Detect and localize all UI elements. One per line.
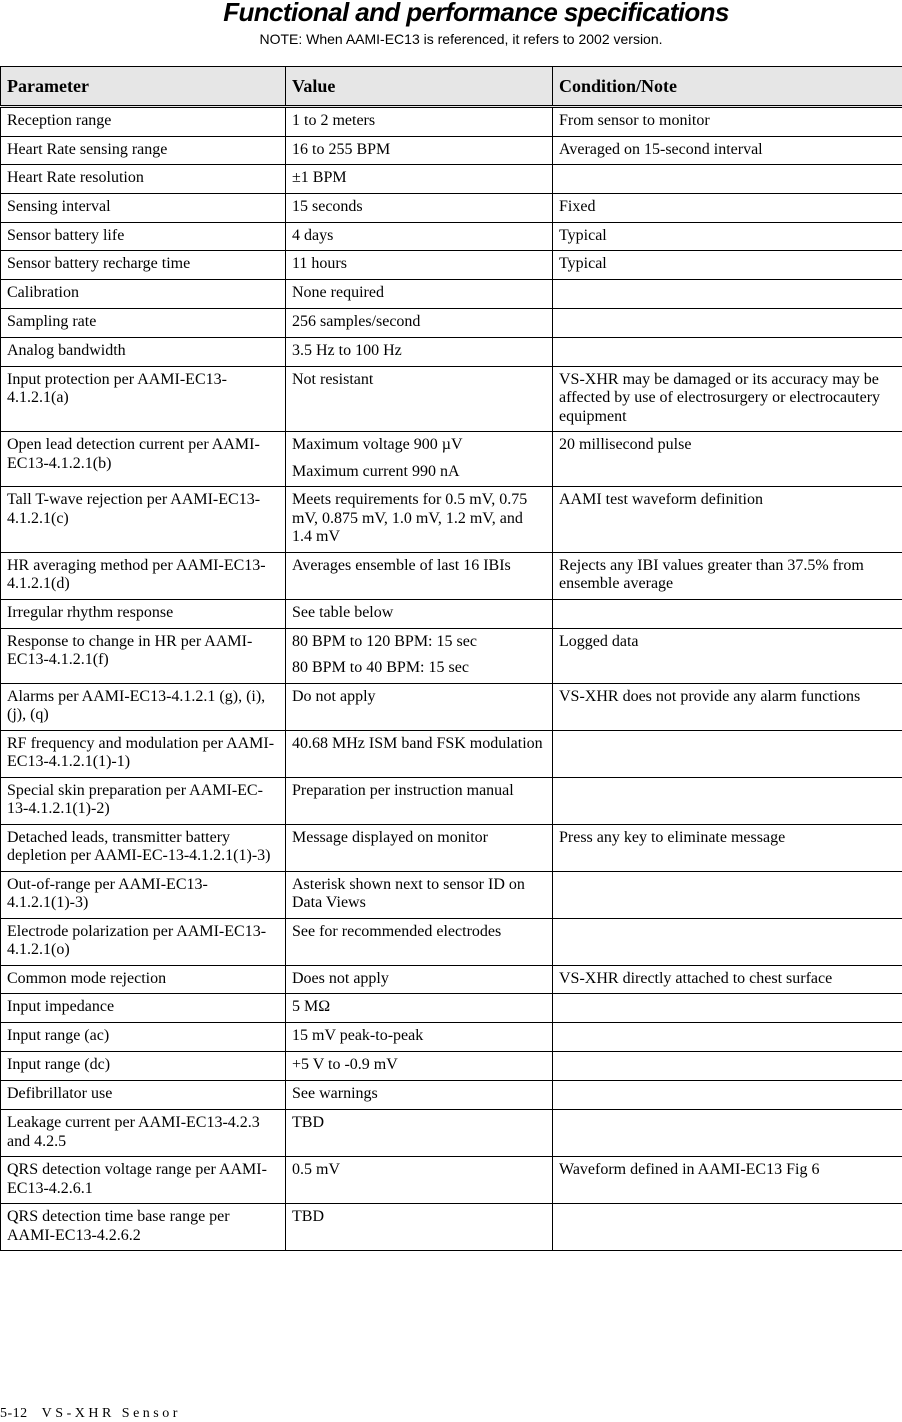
cell-condition-note: Rejects any IBI values greater than 37.5% from ensemble average bbox=[553, 552, 902, 599]
column-header-condition-note: Condition/Note bbox=[553, 67, 902, 107]
cell-condition-note: Fixed bbox=[553, 194, 902, 223]
cell-parameter: Input impedance bbox=[1, 994, 286, 1023]
table-row bbox=[1, 1081, 902, 1110]
cell-parameter: Open lead detection current per AAMI-EC13-4.1.2.1(b) bbox=[1, 432, 286, 487]
cell-parameter: Special skin preparation per AAMI-EC-13-4.1.2.1(1)-2) bbox=[1, 777, 286, 824]
cell-value-line: None required bbox=[292, 284, 384, 301]
cell-value-line: 3.5 Hz to 100 Hz bbox=[292, 342, 402, 359]
cell-value bbox=[286, 308, 553, 337]
cell-parameter: Reception range bbox=[1, 107, 286, 137]
table-row bbox=[1, 683, 902, 730]
cell-value bbox=[286, 965, 553, 994]
cell-condition-note: Averaged on 15-second interval bbox=[553, 136, 902, 165]
cell-value-line: 80 BPM to 120 BPM: 15 sec bbox=[292, 633, 477, 650]
table-row bbox=[1, 777, 902, 824]
table-row bbox=[1, 918, 902, 965]
cell-value bbox=[286, 683, 553, 730]
cell-condition-note: Typical bbox=[553, 251, 902, 280]
cell-value bbox=[286, 107, 553, 137]
cell-value-line: Does not apply bbox=[292, 970, 389, 987]
cell-value-line: Meets requirements for 0.5 mV, 0.75 mV, 0.875 mV, 1.0 mV, 1.2 mV, and 1.4 mV bbox=[292, 491, 527, 545]
cell-value-line: 15 mV peak-to-peak bbox=[292, 1027, 423, 1044]
cell-parameter: Calibration bbox=[1, 279, 286, 308]
cell-condition-note: VS-XHR does not provide any alarm functions bbox=[553, 683, 902, 730]
table-row bbox=[1, 366, 902, 432]
cell-parameter: Alarms per AAMI-EC13-4.1.2.1 (g), (i), (j), (q) bbox=[1, 683, 286, 730]
cell-condition-note bbox=[553, 1110, 902, 1157]
table-header-row bbox=[1, 67, 902, 107]
table-row bbox=[1, 487, 902, 553]
table-row bbox=[1, 194, 902, 223]
cell-parameter: Input range (dc) bbox=[1, 1052, 286, 1081]
cell-value-line: 5 MΩ bbox=[292, 998, 330, 1015]
cell-value bbox=[286, 251, 553, 280]
cell-value bbox=[286, 1157, 553, 1204]
specifications-table bbox=[0, 66, 902, 1251]
table-row bbox=[1, 1052, 902, 1081]
cell-value-line: See warnings bbox=[292, 1085, 378, 1102]
cell-condition-note bbox=[553, 1081, 902, 1110]
cell-condition-note bbox=[553, 165, 902, 194]
cell-value-line: +5 V to -0.9 mV bbox=[292, 1056, 398, 1073]
cell-value bbox=[286, 222, 553, 251]
cell-value bbox=[286, 628, 553, 683]
cell-value-line: Asterisk shown next to sensor ID on Data Views bbox=[292, 876, 525, 912]
table-row bbox=[1, 599, 902, 628]
cell-value bbox=[286, 337, 553, 366]
cell-value bbox=[286, 824, 553, 871]
page-number: 5-12 bbox=[0, 1406, 28, 1421]
cell-parameter: QRS detection voltage range per AAMI-EC13-4.2.6.1 bbox=[1, 1157, 286, 1204]
cell-parameter: Input protection per AAMI-EC13-4.1.2.1(a) bbox=[1, 366, 286, 432]
table-row bbox=[1, 730, 902, 777]
table-row bbox=[1, 107, 902, 137]
cell-condition-note bbox=[553, 308, 902, 337]
cell-parameter: Irregular rhythm response bbox=[1, 599, 286, 628]
cell-value bbox=[286, 1052, 553, 1081]
table-row bbox=[1, 871, 902, 918]
cell-condition-note bbox=[553, 1023, 902, 1052]
cell-parameter: Out-of-range per AAMI-EC13-4.1.2.1(1)-3) bbox=[1, 871, 286, 918]
cell-value bbox=[286, 994, 553, 1023]
cell-parameter: Electrode polarization per AAMI-EC13-4.1.2.1(o) bbox=[1, 918, 286, 965]
table-row bbox=[1, 1110, 902, 1157]
cell-value-line: See for recommended electrodes bbox=[292, 923, 501, 940]
cell-value-line: 40.68 MHz ISM band FSK modulation bbox=[292, 735, 543, 752]
cell-condition-note bbox=[553, 1052, 902, 1081]
cell-condition-note bbox=[553, 1204, 902, 1251]
cell-value-line-2: Maximum current 990 nA bbox=[292, 463, 546, 482]
cell-condition-note bbox=[553, 994, 902, 1023]
cell-value bbox=[286, 777, 553, 824]
table-row bbox=[1, 1157, 902, 1204]
cell-condition-note bbox=[553, 730, 902, 777]
cell-parameter: HR averaging method per AAMI-EC13-4.1.2.1(d) bbox=[1, 552, 286, 599]
cell-value-line: 256 samples/second bbox=[292, 313, 420, 330]
cell-parameter: Common mode rejection bbox=[1, 965, 286, 994]
table-row bbox=[1, 222, 902, 251]
table-row bbox=[1, 251, 902, 280]
table-row bbox=[1, 308, 902, 337]
table-row bbox=[1, 994, 902, 1023]
cell-value bbox=[286, 432, 553, 487]
table-row bbox=[1, 1204, 902, 1251]
table-row bbox=[1, 552, 902, 599]
cell-value-line: 11 hours bbox=[292, 255, 347, 272]
table-row bbox=[1, 824, 902, 871]
cell-parameter: Sampling rate bbox=[1, 308, 286, 337]
cell-value-line: Averages ensemble of last 16 IBIs bbox=[292, 557, 511, 574]
cell-value-line: 15 seconds bbox=[292, 198, 363, 215]
cell-condition-note bbox=[553, 871, 902, 918]
cell-condition-note: Logged data bbox=[553, 628, 902, 683]
cell-value-line: 0.5 mV bbox=[292, 1161, 340, 1178]
cell-value-line: 16 to 255 BPM bbox=[292, 141, 390, 158]
cell-value bbox=[286, 730, 553, 777]
column-header-parameter: Parameter bbox=[1, 67, 286, 107]
cell-value-line: TBD bbox=[292, 1114, 324, 1131]
cell-condition-note: VS-XHR may be damaged or its accuracy may be affected by use of electrosurgery or electrocautery equipment bbox=[553, 366, 902, 432]
cell-value bbox=[286, 552, 553, 599]
cell-parameter: Input range (ac) bbox=[1, 1023, 286, 1052]
cell-value-line: 4 days bbox=[292, 227, 333, 244]
cell-condition-note: AAMI test waveform definition bbox=[553, 487, 902, 553]
cell-value bbox=[286, 136, 553, 165]
column-header-value: Value bbox=[286, 67, 553, 107]
cell-value-line: ±1 BPM bbox=[292, 169, 347, 186]
cell-value-line: Message displayed on monitor bbox=[292, 829, 488, 846]
cell-value bbox=[286, 871, 553, 918]
page-footer bbox=[0, 1406, 181, 1422]
cell-condition-note: Waveform defined in AAMI-EC13 Fig 6 bbox=[553, 1157, 902, 1204]
cell-value bbox=[286, 1110, 553, 1157]
cell-parameter: Leakage current per AAMI-EC13-4.2.3 and 4.2.5 bbox=[1, 1110, 286, 1157]
version-note: NOTE: When AAMI-EC13 is referenced, it refers to 2002 version. bbox=[0, 30, 902, 48]
cell-value bbox=[286, 1023, 553, 1052]
table-row bbox=[1, 965, 902, 994]
table-body bbox=[1, 107, 902, 1251]
cell-value bbox=[286, 1081, 553, 1110]
table-row bbox=[1, 136, 902, 165]
cell-condition-note: 20 millisecond pulse bbox=[553, 432, 902, 487]
cell-parameter: Sensor battery life bbox=[1, 222, 286, 251]
document-name: VS-XHR Sensor bbox=[42, 1406, 181, 1421]
cell-condition-note bbox=[553, 279, 902, 308]
cell-value bbox=[286, 918, 553, 965]
cell-condition-note bbox=[553, 599, 902, 628]
cell-condition-note bbox=[553, 918, 902, 965]
cell-value bbox=[286, 279, 553, 308]
cell-value bbox=[286, 194, 553, 223]
cell-parameter: Heart Rate resolution bbox=[1, 165, 286, 194]
cell-parameter: Tall T-wave rejection per AAMI-EC13-4.1.2.1(c) bbox=[1, 487, 286, 553]
cell-parameter: RF frequency and modulation per AAMI-EC13-4.1.2.1(1)-1) bbox=[1, 730, 286, 777]
cell-value-line: Not resistant bbox=[292, 371, 373, 388]
cell-condition-note: From sensor to monitor bbox=[553, 107, 902, 137]
cell-condition-note: VS-XHR directly attached to chest surface bbox=[553, 965, 902, 994]
cell-value bbox=[286, 1204, 553, 1251]
table-row bbox=[1, 1023, 902, 1052]
table-row bbox=[1, 628, 902, 683]
cell-value-line: Preparation per instruction manual bbox=[292, 782, 514, 799]
cell-value-line: See table below bbox=[292, 604, 393, 621]
cell-parameter: Analog bandwidth bbox=[1, 337, 286, 366]
cell-parameter: Response to change in HR per AAMI-EC13-4.1.2.1(f) bbox=[1, 628, 286, 683]
cell-value-line: Do not apply bbox=[292, 688, 376, 705]
cell-parameter: Heart Rate sensing range bbox=[1, 136, 286, 165]
cell-value-line: 1 to 2 meters bbox=[292, 112, 375, 129]
page-title: Functional and performance specifications bbox=[0, 0, 902, 28]
cell-condition-note bbox=[553, 337, 902, 366]
cell-parameter: Defibrillator use bbox=[1, 1081, 286, 1110]
cell-value-line: TBD bbox=[292, 1208, 324, 1225]
cell-value bbox=[286, 487, 553, 553]
cell-parameter: Detached leads, transmitter battery depletion per AAMI-EC-13-4.1.2.1(1)-3) bbox=[1, 824, 286, 871]
cell-value-line-2: 80 BPM to 40 BPM: 15 sec bbox=[292, 659, 546, 678]
table-row bbox=[1, 337, 902, 366]
cell-value bbox=[286, 599, 553, 628]
cell-parameter: QRS detection time base range per AAMI-EC13-4.2.6.2 bbox=[1, 1204, 286, 1251]
cell-condition-note: Typical bbox=[553, 222, 902, 251]
table-row bbox=[1, 279, 902, 308]
cell-parameter: Sensor battery recharge time bbox=[1, 251, 286, 280]
cell-parameter: Sensing interval bbox=[1, 194, 286, 223]
cell-value-line: Maximum voltage 900 µV bbox=[292, 436, 463, 453]
table-row bbox=[1, 432, 902, 487]
cell-condition-note: Press any key to eliminate message bbox=[553, 824, 902, 871]
cell-condition-note bbox=[553, 777, 902, 824]
cell-value bbox=[286, 165, 553, 194]
cell-value bbox=[286, 366, 553, 432]
table-row bbox=[1, 165, 902, 194]
